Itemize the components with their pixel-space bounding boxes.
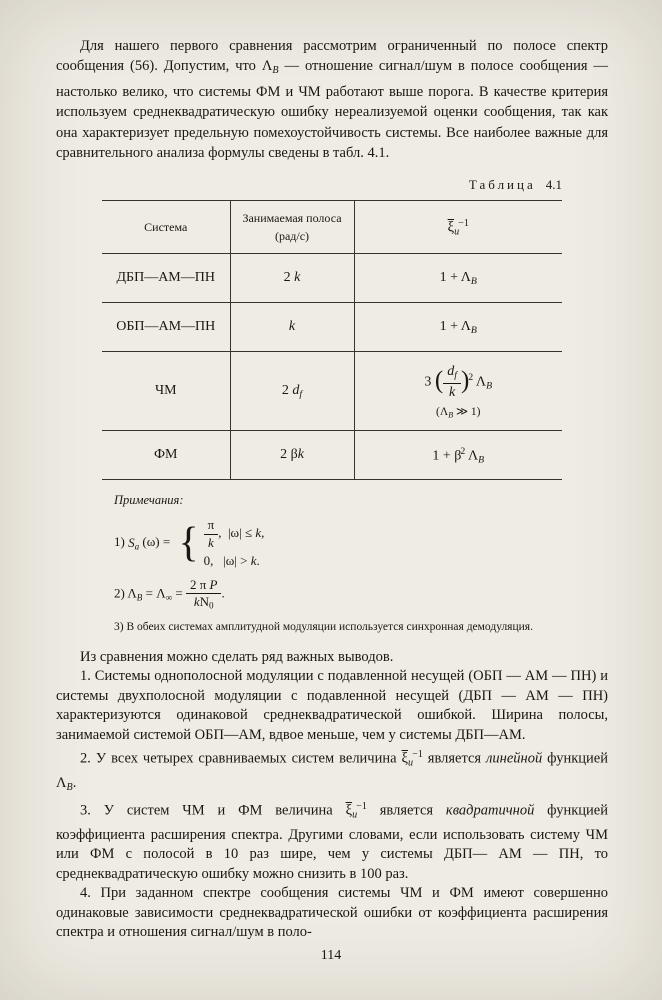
note-1-case-lines (204, 516, 265, 570)
note-1-case-2: 0, |ω| > k. (203, 552, 260, 568)
cell-system: ЧМ (102, 352, 230, 431)
cell-system: ФМ (102, 431, 230, 480)
note-1-cases (173, 516, 264, 570)
conclusion-4: 4. При заданном спектре сообщения системы ЧМ и ФМ имеют совершенно одинаковые зависимости среднеквадратической ошибки от коэффициента расширения спектра и отношения сигнал/шум в поло- (56, 885, 608, 941)
conclusion-2: 2. У всех четырех сравниваемых систем величина $\overline{\xi}_u^{-1}$ является линейной функцией $\Lambda_B$. (56, 749, 608, 793)
cell-band: 2 k (230, 254, 354, 303)
page-content (56, 36, 608, 943)
cell-error: 3 ( $\frac{d_f}{k}$ )$^2$ $\Lambda_B$ ($\Lambda_B$ ≫ 1) (354, 352, 562, 431)
note-3: 3) В обеих системах амплитудной модуляции используется синхронная демодуляция. (114, 621, 533, 633)
cell-band: 2 βk (230, 431, 354, 480)
col-header-system: Система (102, 201, 230, 254)
cell-error: $1 + \Lambda_B$ (354, 303, 562, 352)
cell-band: 2 $d_f$ (230, 352, 354, 431)
curly-brace-icon: { (178, 519, 199, 566)
note-1-lhs: 1) $S_a$ (ω) = (114, 534, 171, 552)
conclusion-3: 3. У систем ЧМ и ФМ величина $\overline{\xi}_u^{-1}$ является квадратичной функцией коэффициента расширения спектра. Другими словами, если использовать систему ЧМ или ФМ с полосой в 10 раз шире, чем у системы ДБП— АМ — ПН, то среднеквадратическую ошибку можно снизить в 100 раз. (56, 801, 608, 882)
cell-error: $1 + \beta^2$ $\Lambda_B$ (354, 431, 562, 480)
table-row (102, 303, 562, 352)
notes-section (114, 493, 608, 635)
col-header-error: $\overline{\xi}_u^{-1}$ (354, 201, 562, 254)
table-caption-number: 4.1 (545, 177, 562, 193)
note-1-case-1: $\frac{\pi}{k}$ , |ω| ≤ k, (204, 518, 265, 550)
col-header-band: Занимаемая полоса (рад/с) (230, 201, 354, 254)
note-1 (114, 516, 608, 570)
cell-band: k (230, 303, 354, 352)
cell-system: ОБП—АМ—ПН (102, 303, 230, 352)
table-4-1-block (102, 177, 562, 480)
conclusions-section (56, 648, 608, 944)
conclusion-1: 1. Системы однополосной модуляции с подавленной несущей (ОБП — АМ — ПН) и системы двухполосной модуляции с подавленной несущей (ДБП — АМ — ПН) характеризуются одинаковой среднеквадратической ошибкой. Ширина полосы, занимаемой системой ОБП—АМ, вдвое меньше, чем у системы ДБП—АМ. (56, 668, 608, 743)
conclusions-intro: Из сравнения можно сделать ряд важных выводов. (80, 648, 394, 665)
page-number: 114 (320, 948, 342, 963)
note-2: 2) $\Lambda_B = \Lambda_\infty$ = $\frac{\text{2 π P}}{kN_0}$ . (114, 576, 225, 611)
cell-system: ДБП—АМ—ПН (102, 254, 230, 303)
notes-title: Примечания: (114, 493, 184, 508)
table-row (102, 431, 562, 480)
table-caption (102, 177, 562, 193)
table-row (102, 254, 562, 303)
table-caption-word: Таблица (468, 177, 536, 193)
cell-error: $1 + \Lambda_B$ (354, 254, 562, 303)
intro-paragraph: Для нашего первого сравнения рассмотрим ограниченный по полосе спектр сообщения (56). Допустим, что $\Lambda_B$ — отношение сигнал/шум в полосе сообщения — настолько велико, что системы ФМ и ЧМ работают выше порога. В качестве критерия используем среднеквадратическую ошибку нереализуемой оценки сообщения, так как она характеризует предельную помехоустойчивость системы. Все наиболее важные для сравнительного анализа формулы сведены в табл. 4.1. (56, 38, 608, 162)
table-header-row (102, 201, 562, 254)
table-row (102, 352, 562, 431)
comparison-table (102, 200, 562, 480)
